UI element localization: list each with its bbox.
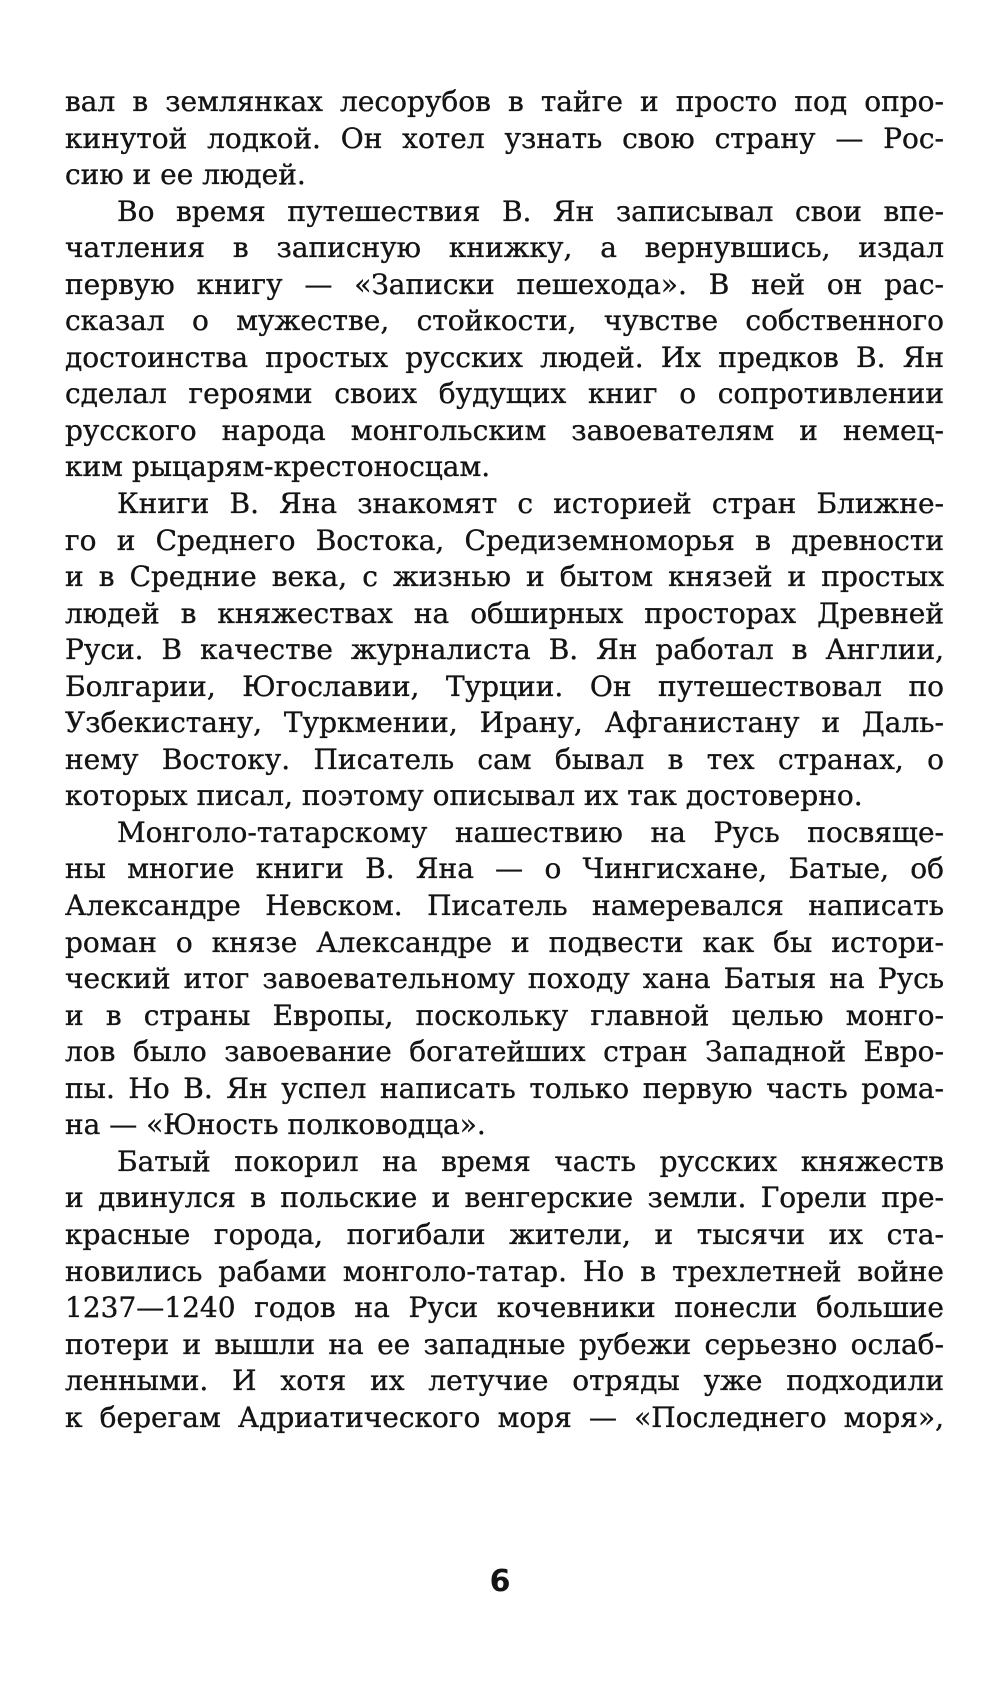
text-line: ны многие книги В. Яна — о Чингисхане, Батые, об	[65, 852, 944, 886]
text-line: русского народа монгольским завоевателям и немец-	[65, 413, 944, 447]
text-line: Болгарии, Югославии, Турции. Он путешествовал по	[65, 669, 944, 703]
text-line: Батый покорил на время часть русских княжеств	[117, 1144, 944, 1178]
text-line: Узбекистану, Туркмении, Ирану, Афганистану и Даль-	[65, 706, 944, 740]
text-line: и в страны Европы, поскольку главной целью монго-	[65, 998, 944, 1032]
text-line: ческий итог завоевательному походу хана Батыя на Русь	[65, 962, 944, 996]
text-line: чатления в записную книжку, а вернувшись, издал	[65, 231, 944, 265]
text-line: людей в княжествах на обширных просторах Древней	[65, 596, 944, 630]
text-line: ким рыцарям-крестоносцам.	[65, 450, 491, 484]
text-line: и двинулся в польские и венгерские земли. Горели пре-	[65, 1181, 944, 1215]
text-line: нему Востоку. Писатель сам бывал в тех странах, о	[65, 742, 944, 776]
page-number: 6	[489, 1564, 511, 1599]
text-line: и в Средние века, с жизнью и бытом князей и простых	[65, 560, 944, 594]
text-line: которых писал, поэтому описывал их так достоверно.	[65, 779, 863, 813]
paragraph-1	[65, 84, 944, 194]
text-line: новились рабами монголо-татар. Но в трехлетней войне	[65, 1254, 944, 1288]
text-line: сделал героями своих будущих книг о сопротивлении	[65, 377, 944, 411]
text-line: Во время путешествия В. Ян записывал свои впе-	[117, 194, 944, 228]
text-line: вал в землянках лесорубов в тайге и просто под опро-	[65, 85, 944, 118]
text-line: на — «Юность полководца».	[65, 1108, 486, 1142]
paragraph-5	[65, 1144, 944, 1436]
text-line: Александре Невском. Писатель намеревался написать	[65, 889, 944, 923]
text-line: Книги В. Яна знакомят с историей стран Ближне-	[117, 487, 944, 521]
text-line: первую книгу — «Записки пешехода». В ней он рас-	[65, 267, 944, 301]
paragraph-4	[65, 815, 944, 1144]
text-line: сию и ее людей.	[65, 158, 306, 192]
text-line: роман о князе Александре и подвести как бы истори-	[65, 925, 944, 959]
text-line: сказал о мужестве, стойкости, чувстве собственного	[65, 304, 944, 338]
text-line: к берегам Адриатического моря — «Последнего моря»,	[65, 1400, 944, 1434]
text-line: потери и вышли на ее западные рубежи серьезно ослаб-	[65, 1327, 944, 1361]
paragraph-2	[65, 194, 944, 486]
text-line: достоинства простых русских людей. Их предков В. Ян	[65, 340, 944, 374]
text-line: Монголо-татарскому нашествию на Русь посвяще-	[117, 815, 944, 849]
text-line: го и Среднего Востока, Средиземноморья в древности	[65, 523, 944, 557]
text-line: лов было завоевание богатейших стран Западной Евро-	[65, 1035, 944, 1069]
text-line: кинутой лодкой. Он хотел узнать свою страну — Рос-	[65, 121, 944, 155]
text-line: 1237—1240 годов на Руси кочевники понесли большие	[65, 1291, 944, 1325]
text-line: ленными. И хотя их летучие отряды уже подходили	[65, 1364, 944, 1398]
text-line: красные города, погибали жители, и тысячи их ста-	[65, 1217, 944, 1251]
paragraph-3	[65, 486, 944, 815]
text-line: Руси. В качестве журналиста В. Ян работал в Англии,	[65, 633, 944, 667]
book-page-text	[65, 84, 944, 1436]
text-line: пы. Но В. Ян успел написать только первую часть рома-	[65, 1071, 944, 1105]
